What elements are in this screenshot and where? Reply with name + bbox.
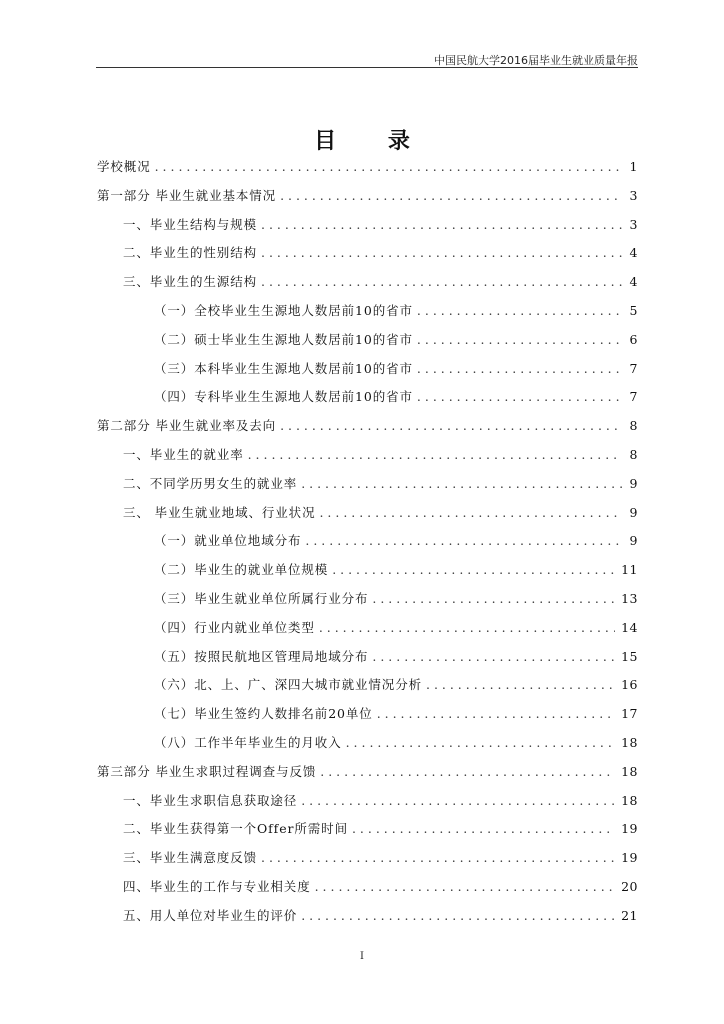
toc-entry-label: 二、毕业生的性别结构: [123, 245, 258, 261]
toc-entry-label: 一、毕业生的就业率: [123, 446, 244, 462]
toc-entry[interactable]: [97, 902, 638, 931]
dot-leader: [417, 297, 622, 326]
dot-leader: [261, 268, 622, 297]
toc-entry-page: 19: [621, 821, 638, 837]
toc-entry-page: 8: [629, 446, 638, 462]
dot-leader: [417, 383, 622, 412]
toc-entry-page: 3: [629, 216, 638, 232]
dot-leader: [261, 239, 622, 268]
dot-leader: [426, 671, 615, 700]
toc-entry-page: 5: [629, 302, 638, 318]
toc-entry-page: 7: [629, 360, 638, 376]
toc-entry-label: （七）毕业生签约人数排名前20单位: [154, 706, 373, 722]
toc-entry[interactable]: [97, 758, 638, 787]
dot-leader: [319, 499, 622, 528]
dot-leader: [372, 643, 615, 672]
toc-entry[interactable]: [97, 729, 638, 758]
toc-entry-label: 三、毕业生的生源结构: [123, 274, 258, 290]
toc-entry-page: 18: [621, 734, 638, 750]
dot-leader: [319, 614, 615, 643]
dot-leader: [301, 902, 615, 931]
dot-leader: [315, 873, 615, 902]
dot-leader: [417, 326, 622, 355]
toc-entry-label: 一、毕业生结构与规模: [123, 216, 258, 232]
toc-entry-page: 9: [629, 475, 638, 491]
dot-leader: [320, 758, 615, 787]
dot-leader: [155, 153, 622, 182]
toc-entry[interactable]: [97, 527, 638, 556]
toc-entry[interactable]: [97, 383, 638, 412]
toc-entry-page: 6: [629, 331, 638, 347]
toc-entry-label: （二）硕士毕业生生源地人数居前10的省市: [154, 331, 413, 347]
toc-entry-page: 9: [629, 533, 638, 549]
toc-entry-page: 9: [629, 504, 638, 520]
toc-entry-page: 18: [621, 763, 638, 779]
dot-leader: [417, 355, 622, 384]
toc-entry-page: 4: [629, 245, 638, 261]
toc-entry[interactable]: [97, 643, 638, 672]
toc-entry[interactable]: [97, 470, 638, 499]
toc-entry[interactable]: [97, 844, 638, 873]
toc-entry-label: 一、毕业生求职信息获取途径: [123, 792, 298, 808]
toc-entry-page: 21: [621, 907, 638, 923]
dot-leader: [377, 700, 615, 729]
toc-entry-label: （二）毕业生的就业单位规模: [154, 562, 329, 578]
header-rule: [96, 67, 638, 68]
toc-entry-page: 17: [621, 706, 638, 722]
toc-entry[interactable]: [97, 153, 638, 182]
toc-entry[interactable]: [97, 355, 638, 384]
dot-leader: [248, 441, 622, 470]
running-header: 中国民航大学2016届毕业生就业质量年报: [434, 54, 638, 67]
toc-entry-page: 3: [629, 187, 638, 203]
dot-leader: [301, 787, 615, 816]
toc-entry-label: 三、 毕业生就业地域、行业状况: [123, 504, 316, 520]
toc-entry-page: 1: [629, 159, 638, 174]
dot-leader: [332, 556, 615, 585]
toc-entry[interactable]: [97, 268, 638, 297]
toc-entry-label: （四）专科毕业生生源地人数居前10的省市: [154, 389, 413, 405]
toc-entry[interactable]: [97, 441, 638, 470]
toc-entry-label: 二、不同学历男女生的就业率: [123, 475, 298, 491]
toc-entry-page: 19: [621, 850, 638, 866]
toc-entry[interactable]: [97, 297, 638, 326]
toc-entry[interactable]: [97, 499, 638, 528]
toc-entry[interactable]: [97, 211, 638, 240]
toc-entry-page: 16: [621, 677, 638, 693]
toc-entry-label: （六）北、上、广、深四大城市就业情况分析: [154, 677, 423, 693]
dot-leader: [301, 470, 622, 499]
page-title: 目 录: [314, 129, 432, 154]
toc-entry-page: 7: [629, 389, 638, 405]
toc-entry-label: （三）本科毕业生生源地人数居前10的省市: [154, 360, 413, 376]
toc-entry-label: 第一部分 毕业生就业基本情况: [97, 187, 277, 203]
toc-entry-label: （八）工作半年毕业生的月收入: [154, 734, 342, 750]
toc-entry-label: （一）全校毕业生生源地人数居前10的省市: [154, 302, 413, 318]
dot-leader: [352, 815, 615, 844]
toc-entry-page: 18: [621, 792, 638, 808]
toc-entry[interactable]: [97, 815, 638, 844]
dot-leader: [372, 585, 615, 614]
toc-entry[interactable]: [97, 787, 638, 816]
dot-leader: [280, 182, 622, 211]
toc-entry[interactable]: [97, 182, 638, 211]
toc-entry-label: 五、用人单位对毕业生的评价: [123, 907, 298, 923]
toc-entry-label: 四、毕业生的工作与专业相关度: [123, 878, 311, 894]
toc-entry-page: 14: [621, 619, 638, 635]
toc-entry-page: 11: [621, 562, 638, 578]
toc-entry-label: 第二部分 毕业生就业率及去向: [97, 418, 277, 434]
toc-entry-label: （一）就业单位地域分布: [154, 533, 302, 549]
toc-entry-page: 4: [629, 274, 638, 290]
toc-entry-page: 8: [629, 418, 638, 434]
toc-entry[interactable]: [97, 873, 638, 902]
toc-entry-label: （三）毕业生就业单位所属行业分布: [154, 590, 369, 606]
dot-leader: [346, 729, 615, 758]
table-of-contents: [97, 153, 638, 931]
toc-entry[interactable]: [97, 412, 638, 441]
toc-entry-page: 15: [621, 648, 638, 664]
toc-entry[interactable]: [97, 700, 638, 729]
dot-leader: [261, 844, 615, 873]
toc-entry[interactable]: [97, 239, 638, 268]
dot-leader: [280, 412, 622, 441]
toc-entry[interactable]: [97, 671, 638, 700]
toc-entry[interactable]: [97, 585, 638, 614]
toc-entry-label: （四）行业内就业单位类型: [154, 619, 315, 635]
toc-entry-page: 13: [621, 590, 638, 606]
toc-entry-label: 二、毕业生获得第一个Offer所需时间: [123, 821, 348, 837]
dot-leader: [305, 527, 622, 556]
toc-entry-page: 20: [621, 878, 638, 894]
toc-entry[interactable]: [97, 326, 638, 355]
toc-entry[interactable]: [97, 556, 638, 585]
toc-entry-label: 学校概况: [97, 159, 151, 174]
toc-entry[interactable]: [97, 614, 638, 643]
dot-leader: [261, 211, 622, 240]
toc-entry-label: 第三部分 毕业生求职过程调查与反馈: [97, 763, 317, 779]
page-number: I: [360, 951, 364, 962]
toc-entry-label: 三、毕业生满意度反馈: [123, 850, 258, 866]
toc-entry-label: （五）按照民航地区管理局地域分布: [154, 648, 369, 664]
